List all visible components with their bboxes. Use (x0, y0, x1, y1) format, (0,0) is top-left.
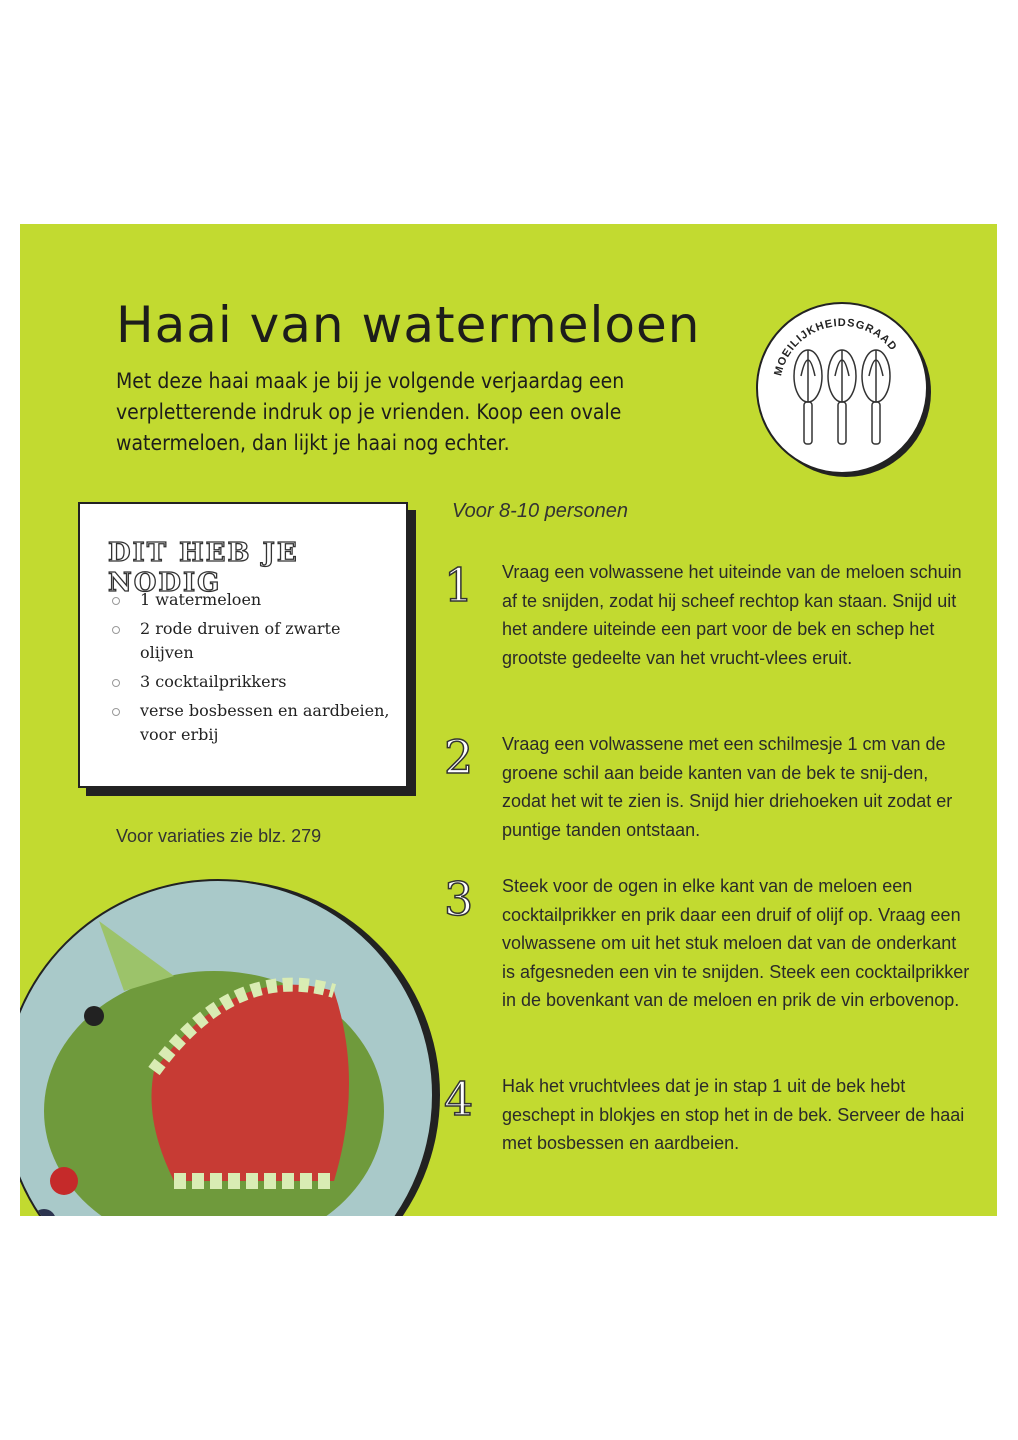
bullet-icon (112, 679, 120, 687)
step-number: 2 (444, 730, 474, 784)
difficulty-badge (756, 302, 928, 474)
step-number: 3 (444, 872, 474, 926)
list-item (108, 699, 398, 747)
svg-text:MOEILIJKHEIDSGRAAD (772, 317, 899, 377)
ingredient-text: 2 rode druiven of zwarte olijven (140, 619, 341, 662)
list-item (108, 670, 398, 694)
page-title: Haai van watermeloen (116, 296, 701, 354)
ingredient-text: 1 watermeloen (140, 590, 262, 609)
whisk-icon (758, 304, 926, 472)
step-number: 4 (444, 1072, 474, 1126)
ingredient-text: 3 cocktailprikkers (140, 672, 287, 691)
recipe-page (20, 224, 997, 1216)
list-item (108, 617, 398, 665)
intro-text: Met deze haai maak je bij je volgende verjaardag een verpletterende indruk op je vrienden. Koop een ovale watermeloen, dan lijkt je haai nog echter. (116, 369, 625, 455)
step-text: Hak het vruchtvlees dat je in stap 1 uit de bek hebt geschept in blokjes en stop het in de bek. Serveer de haai met bosbessen en aardbeien. (502, 1076, 965, 1153)
step-number: 1 (444, 558, 474, 612)
list-item (108, 588, 398, 612)
shark-watermelon-photo (20, 879, 434, 1216)
variations-note: Voor variaties zie blz. 279 (116, 826, 322, 846)
bullet-icon (112, 626, 120, 634)
step-text: Vraag een volwassene het uiteinde van de meloen schuin af te snijden, zodat hij scheef rechtop kan staan. Snijd uit het andere uiteinde een part voor de bek en schep het grootste gedeelte van het vrucht-vlees eruit. (502, 562, 962, 668)
ingredient-text: verse bosbessen en aardbeien, voor erbij (140, 701, 390, 744)
ingredients-heading: DIT HEB JE NODIG (108, 538, 299, 598)
step-text: Vraag een volwassene met een schilmesje 1 cm van de groene schil aan beide kanten van de bek te snij-den, zodat het wit te zien is. Snijd hier driehoeken uit zodat er puntige tanden ontstaan. (502, 734, 953, 840)
badge-label: MOEILIJKHEIDSGRAAD (772, 317, 900, 378)
bullet-icon (112, 708, 120, 716)
ingredients-box (78, 502, 408, 788)
step-text: Steek voor de ogen in elke kant van de meloen een cocktailprikker en prik daar een druif of olijf op. Vraag een volwassene om uit het stuk meloen dat van de onderkant is afgesneden een vin te snijden. Steek een cocktailprikker in de bovenkant van de meloen en prik de vin erbovenop. (502, 876, 970, 1010)
bullet-icon (112, 597, 120, 605)
servings: Voor 8-10 personen (452, 500, 629, 522)
ingredients-list (108, 588, 398, 752)
